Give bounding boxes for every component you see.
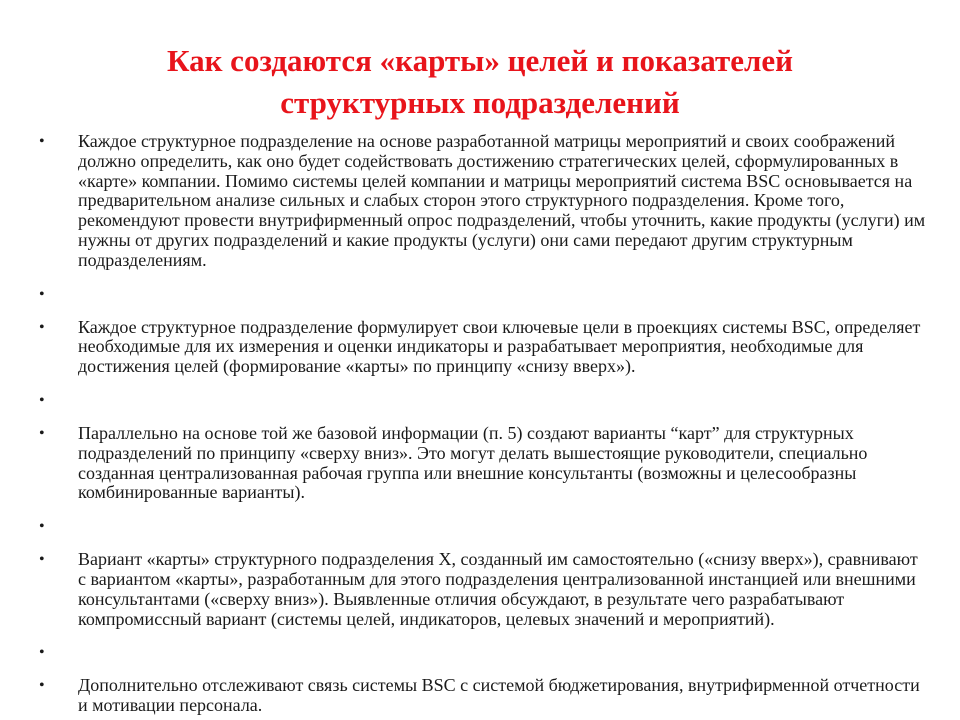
empty-bullet-item — [36, 517, 926, 537]
slide-title — [60, 40, 900, 124]
bullet-dot-icon: • — [39, 551, 45, 569]
bullet-item — [36, 132, 926, 271]
bullet-text: Дополнительно отслеживают связь системы BSC с системой бюджетирования, внутрифирменной отчетности и мотивации персонала. — [78, 675, 920, 716]
empty-bullet-item — [36, 285, 926, 305]
bullet-text: Вариант «карты» структурного подразделения X, созданный им самостоятельно («снизу вверх»), сравнивают с вариантом «карты», разработанным для этого подразделения централизованной инстанцией или внешними консультантами («сверху вниз»). Выявленные отличия обсуждают, в результате чего разрабатывают компромиссный вариант (системы целей, индикаторов, целевых значений и мероприятий). — [78, 549, 918, 629]
bullet-item — [36, 318, 926, 377]
bullet-dot-icon: • — [39, 424, 45, 442]
bullet-dot-icon: • — [39, 133, 45, 150]
bullet-item — [36, 550, 926, 629]
bullet-item — [36, 424, 926, 503]
bullet-item — [36, 676, 926, 716]
bullet-text: Параллельно на основе той же базовой информации (п. 5) создают варианты “карт” для структурных подразделений по принципу «сверху вниз». Это могут делать вышестоящие руководители, специально созданная централизованная рабочая группа или внешние консультанты (возможны и целесообразны комбинированные варианты). — [78, 422, 868, 503]
empty-bullet-item — [36, 643, 926, 663]
bullet-dot-icon: • — [39, 644, 45, 662]
empty-bullet-item — [36, 391, 926, 411]
title-line-1: Как создаются «карты» целей и показателей — [167, 43, 793, 78]
title-line-2: структурных подразделений — [280, 85, 680, 120]
bullet-dot-icon: • — [39, 677, 45, 695]
bullet-dot-icon: • — [39, 318, 45, 336]
bullet-list — [36, 132, 926, 716]
bullet-text: Каждое структурное подразделение на основе разработанной матрицы мероприятий и своих соображений должно определить, как оно будет содействовать достижению стратегических целей, сформулированных в «карте» компании. Помимо системы целей компании и матрицы мероприятий система BSC основывается на предварительном анализе сильных и слабых сторон этого структурного подразделения. Кроме того, рекомендуют провести внутрифирменный опрос подразделений, чтобы уточнить, какие продукты (услуги) им нужны от других подразделений и какие продукты (услуги) они сами передают другим структурным подразделениям. — [78, 131, 926, 270]
bullet-dot-icon: • — [39, 518, 45, 536]
bullet-text: Каждое структурное подразделение формулирует свои ключевые цели в проекциях системы BSC, определяет необходимые для их измерения и оценки индикаторы и разрабатывает мероприятия, необходимые для достижения целей (формирование «карты» по принципу «снизу вверх»). — [78, 316, 921, 377]
bullet-dot-icon: • — [39, 285, 45, 303]
bullet-dot-icon: • — [39, 391, 45, 409]
